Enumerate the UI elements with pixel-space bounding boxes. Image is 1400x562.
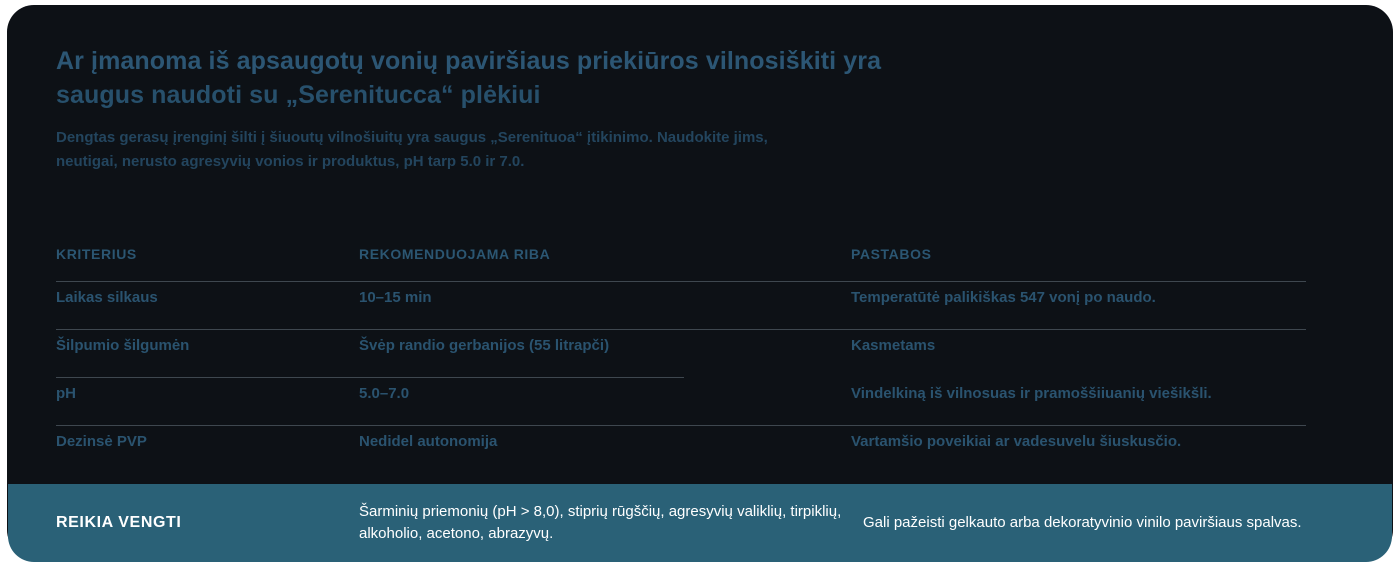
page-title-line-2: saugus naudoti su „Serenitucca“ plėkiui xyxy=(56,81,541,109)
column-header-limit: REKOMENDUOJAMA RIBA xyxy=(359,246,551,262)
cell-note: Kasmetams xyxy=(851,337,936,354)
intro-text-line-2: neutigai, nerusto agresyvių vonios ir produktus, pH tarp 5.0 ir 7.0. xyxy=(56,153,525,170)
avoid-banner xyxy=(8,484,1392,562)
page-title xyxy=(56,44,1306,112)
avoid-text-right: Gali pažeisti gelkauto arba dekoratyvinio vinilo paviršiaus spalvas. xyxy=(863,514,1302,531)
column-header-criterion: KRITERIUS xyxy=(56,246,137,262)
criteria-table xyxy=(56,238,1306,474)
table-row xyxy=(56,426,1306,474)
cell-limit: 10–15 min xyxy=(359,289,432,306)
page-title-line-1: Ar įmanoma iš apsaugotų vonių paviršiaus priekiūros vilnosiškiti yra xyxy=(56,47,882,75)
table-row xyxy=(56,330,1306,378)
cell-limit: Švėp randio gerbanijos (55 litrapči) xyxy=(359,337,610,354)
column-header-notes: PASTABOS xyxy=(851,246,932,262)
cell-limit: Nedidel autonomija xyxy=(359,433,498,450)
card-inner xyxy=(8,6,1392,556)
table-header-row xyxy=(56,238,1306,282)
table-row xyxy=(56,282,1306,330)
cell-limit: 5.0–7.0 xyxy=(359,385,410,402)
table-row xyxy=(56,378,1306,426)
cell-criterion: Dezinsė PVP xyxy=(56,433,147,450)
info-card xyxy=(8,6,1392,556)
cell-note: Temperatūtė palikiškas 547 vonį po naudo. xyxy=(851,289,1156,306)
intro-text xyxy=(56,126,1306,174)
avoid-label: REIKIA VENGTI xyxy=(56,514,182,531)
cell-criterion: pH xyxy=(56,385,76,402)
avoid-text-left: Šarminių priemonių (pH > 8,0), stiprių rūgščių, agresyvių valiklių, tirpiklių, alkoholio, acetono, abrazyvų. xyxy=(359,503,842,542)
intro-text-line-1: Dengtas gerasų įrenginį šilti į šiuoutų vilnošiuitų yra saugus „Serenituoa“ įtikinimo. Naudokite jims, xyxy=(56,129,768,146)
cell-criterion: Laikas silkaus xyxy=(56,289,158,306)
cell-note: Vindelkiną iš vilnosuas ir pramoššiiuanių viešikšli. xyxy=(851,385,1212,402)
cell-criterion: Šilpumio šilgumėn xyxy=(56,337,190,354)
cell-note: Vartamšio poveikiai ar vadesuvelu šiuskusčio. xyxy=(851,433,1182,450)
